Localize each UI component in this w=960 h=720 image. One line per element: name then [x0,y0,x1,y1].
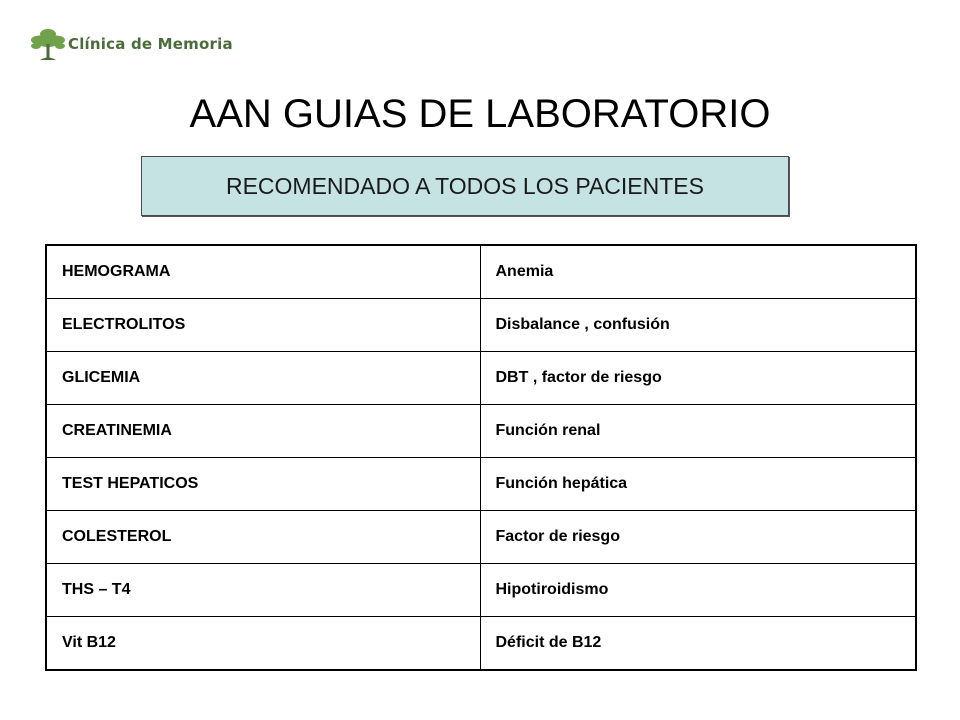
test-reason-cell: Función hepática [480,458,916,511]
lab-tests-table [45,244,917,671]
page-title: AAN GUIAS DE LABORATORIO [189,92,771,136]
test-name-cell: CREATINEMIA [46,405,480,458]
test-name-cell: GLICEMIA [46,352,480,405]
test-name-cell: TEST HEPATICOS [46,458,480,511]
clinic-logo [30,24,233,64]
test-name-cell: THS – T4 [46,564,480,617]
table-row [46,511,916,564]
test-reason-cell: Déficit de B12 [480,617,916,671]
tree-icon [30,26,66,62]
table-row [46,458,916,511]
test-reason-cell: Anemia [480,245,916,299]
table-row [46,352,916,405]
test-reason-cell: Función renal [480,405,916,458]
table-row [46,299,916,352]
table-row [46,617,916,671]
recommendation-banner: RECOMENDADO A TODOS LOS PACIENTES [141,156,789,216]
test-reason-cell: Disbalance , confusión [480,299,916,352]
test-name-cell: Vit B12 [46,617,480,671]
logo-text: Clínica de Memoria [68,35,233,53]
test-name-cell: ELECTROLITOS [46,299,480,352]
test-reason-cell: DBT , factor de riesgo [480,352,916,405]
table-row [46,564,916,617]
table-row [46,245,916,299]
test-reason-cell: Hipotiroidismo [480,564,916,617]
table-row [46,405,916,458]
test-name-cell: HEMOGRAMA [46,245,480,299]
test-name-cell: COLESTEROL [46,511,480,564]
test-reason-cell: Factor de riesgo [480,511,916,564]
